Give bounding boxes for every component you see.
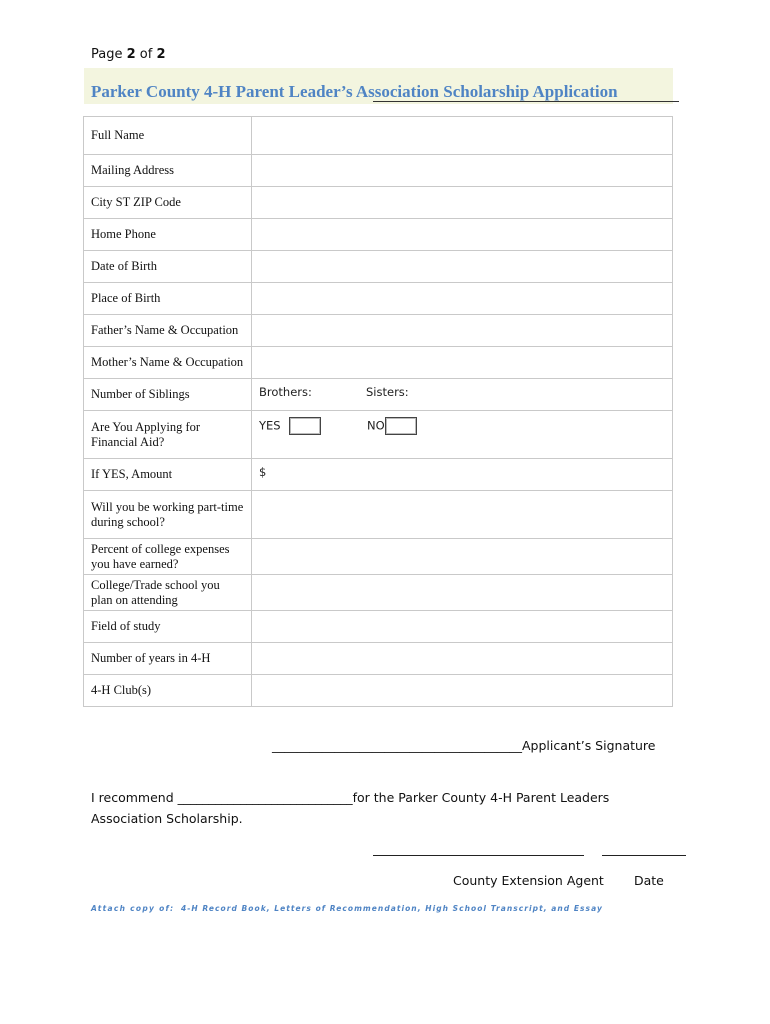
field-label: Percent of college expenses you have earned? xyxy=(84,539,252,575)
form-row-part-time xyxy=(84,491,673,539)
form-row-full-name xyxy=(84,117,673,155)
field-of-study-input[interactable] xyxy=(252,611,673,643)
form-row-date-of-birth xyxy=(84,251,673,283)
siblings-input[interactable] xyxy=(252,379,673,411)
form-row-father xyxy=(84,315,673,347)
date-line[interactable] xyxy=(602,855,686,856)
full-name-input[interactable] xyxy=(252,117,673,155)
no-label: NO xyxy=(367,418,385,433)
form-row-home-phone xyxy=(84,219,673,251)
form-row-years-4h xyxy=(84,643,673,675)
brothers-label: Brothers: xyxy=(259,385,312,399)
no-checkbox[interactable] xyxy=(385,417,417,435)
page-title: Parker County 4-H Parent Leader’s Association Scholarship Application xyxy=(91,82,618,101)
form-row-college xyxy=(84,575,673,611)
yes-label: YES xyxy=(259,418,281,433)
applicant-signature xyxy=(272,738,655,753)
county-extension-agent-label: County Extension Agent xyxy=(453,873,604,888)
signature-label: Applicant’s Signature xyxy=(522,738,656,753)
title-underline xyxy=(373,101,679,102)
field-label: Place of Birth xyxy=(84,283,252,315)
field-label: If YES, Amount xyxy=(84,459,252,491)
field-label: Number of years in 4-H xyxy=(84,643,252,675)
date-of-birth-input[interactable] xyxy=(252,251,673,283)
form-row-siblings xyxy=(84,379,673,411)
amount-input[interactable] xyxy=(252,459,673,491)
part-time-input[interactable] xyxy=(252,491,673,539)
field-label: Will you be working part-time during school? xyxy=(84,491,252,539)
field-label: Number of Siblings xyxy=(84,379,252,411)
financial-aid-options xyxy=(252,411,673,459)
field-label: 4-H Club(s) xyxy=(84,675,252,707)
form-row-city-st-zip xyxy=(84,187,673,219)
mother-name-occupation-input[interactable] xyxy=(252,347,673,379)
signature-line[interactable]: ________________________________________ xyxy=(272,738,522,753)
form-row-place-of-birth xyxy=(84,283,673,315)
city-st-zip-input[interactable] xyxy=(252,187,673,219)
date-label: Date xyxy=(634,873,664,888)
field-label: Field of study xyxy=(84,611,252,643)
4h-clubs-input[interactable] xyxy=(252,675,673,707)
form-row-field-of-study xyxy=(84,611,673,643)
application-form-table xyxy=(83,116,673,707)
field-label: Mailing Address xyxy=(84,155,252,187)
form-row-4h-clubs xyxy=(84,675,673,707)
father-name-occupation-input[interactable] xyxy=(252,315,673,347)
attach-items: 4-H Record Book, Letters of Recommendation, High School Transcript, and Essay xyxy=(181,904,603,913)
field-label: Home Phone xyxy=(84,219,252,251)
field-label: Date of Birth xyxy=(84,251,252,283)
years-4h-input[interactable] xyxy=(252,643,673,675)
mailing-address-input[interactable] xyxy=(252,155,673,187)
form-row-amount xyxy=(84,459,673,491)
attach-label: Attach copy of: xyxy=(91,904,175,913)
currency-symbol: $ xyxy=(259,465,267,479)
yes-checkbox[interactable] xyxy=(289,417,321,435)
page-indicator: Page 2 of 2 xyxy=(91,47,166,62)
form-row-mailing-address xyxy=(84,155,673,187)
percent-earned-input[interactable] xyxy=(252,539,673,575)
form-row-financial-aid xyxy=(84,411,673,459)
field-label: Full Name xyxy=(84,117,252,155)
form-row-mother xyxy=(84,347,673,379)
field-label: College/Trade school you plan on attending xyxy=(84,575,252,611)
field-label: Father’s Name & Occupation xyxy=(84,315,252,347)
form-row-percent-earned xyxy=(84,539,673,575)
home-phone-input[interactable] xyxy=(252,219,673,251)
field-label: City ST ZIP Code xyxy=(84,187,252,219)
field-label: Mother’s Name & Occupation xyxy=(84,347,252,379)
field-label: Are You Applying for Financial Aid? xyxy=(84,411,252,459)
sisters-label: Sisters: xyxy=(366,385,409,399)
place-of-birth-input[interactable] xyxy=(252,283,673,315)
recommendation-statement: I recommend ____________________________for the Parker County 4-H Parent Leaders Association Scholarship. xyxy=(91,790,610,826)
recommend-name-blank[interactable]: ____________________________ xyxy=(177,790,353,805)
college-input[interactable] xyxy=(252,575,673,611)
agent-signature-line[interactable] xyxy=(373,855,584,856)
